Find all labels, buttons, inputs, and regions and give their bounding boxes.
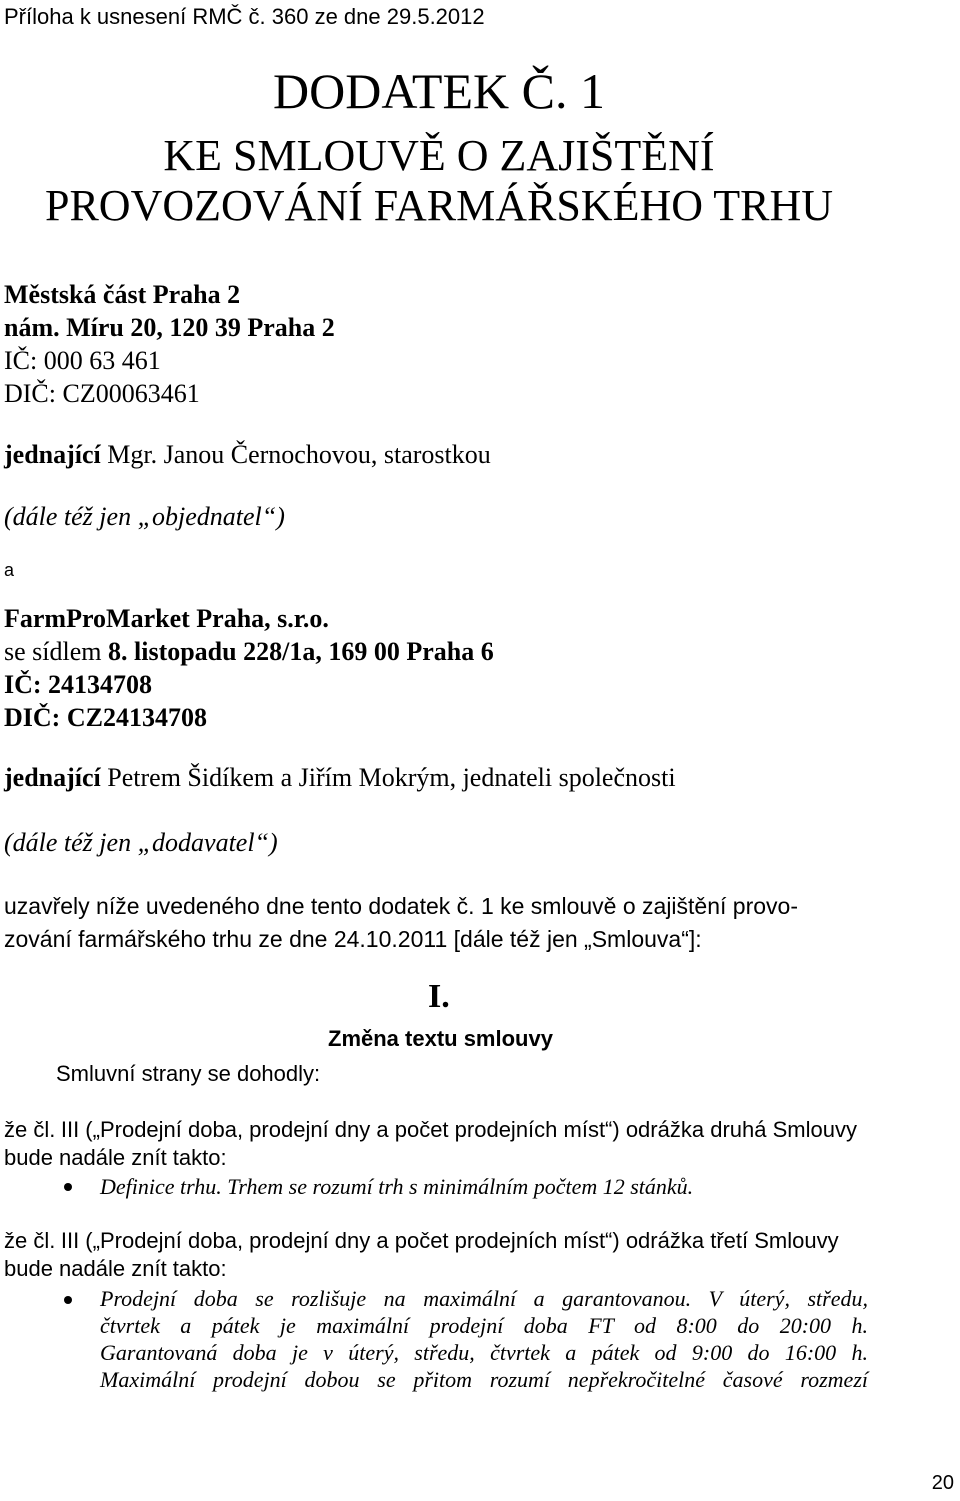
clause1-bullet-line1: Definice trhu. Trhem se rozumí trh s minimálním počtem 12 stánků. (100, 1174, 694, 1199)
party2-name: FarmProMarket Praha, s.r.o. (4, 604, 329, 633)
clause2-bullet-line3: Garantovaná doba je v úterý, středu, čtvrtek a pátek od 9:00 do 16:00 h. (100, 1340, 868, 1365)
party1-ic: IČ: 000 63 461 (4, 346, 161, 375)
section-agreed: Smluvní strany se dohodly: (56, 1061, 321, 1086)
party1-dic: DIČ: CZ00063461 (4, 379, 200, 408)
document-subtitle-line2: PROVOZOVÁNÍ FARMÁŘSKÉHO TRHU (44, 181, 833, 230)
party2-ic: IČ: 24134708 (4, 670, 153, 699)
party1-address: nám. Míru 20, 120 39 Praha 2 (4, 313, 335, 342)
conjunction: a (4, 560, 15, 580)
clause1-line2: bude nadále znít takto: (4, 1145, 227, 1170)
party1-name: Městská část Praha 2 (4, 280, 241, 309)
clause2-bullet-line1: Prodejní doba se rozlišuje na maximální a garantovanou. V úterý, středu, (100, 1286, 868, 1311)
document-subtitle-line1: KE SMLOUVĚ O ZAJIŠTĚNÍ (163, 131, 715, 180)
clause1-rest: III („Prodejní doba, prodejní dny a počet prodejních míst“) odrážka druhá Smlouvy (60, 1117, 857, 1142)
party2-alias: (dále též jen „dodavatel“) (4, 828, 278, 857)
party1-acting-value: Mgr. Janou Černochovou, starostkou (107, 440, 491, 469)
intro-line2: zování farmářského trhu ze dne 24.10.2011 [dále též jen „Smlouva“]: (4, 926, 702, 952)
party2-seat (4, 637, 494, 667)
section-heading: Změna textu smlouvy (328, 1026, 553, 1051)
clause2-line1 (4, 1228, 839, 1254)
bullet-icon (64, 1296, 72, 1304)
clause2-line2: bude nadále znít takto: (4, 1256, 227, 1281)
party2-acting-value: Petrem Šidíkem a Jiřím Mokrým, jednateli společnosti (107, 763, 676, 792)
clause1-line1 (4, 1117, 857, 1143)
party2-seat-value: 8. listopadu 228/1a, 169 00 Praha 6 (108, 637, 494, 666)
party1-acting-label: jednající (4, 440, 101, 469)
party2-dic: DIČ: CZ24134708 (4, 703, 207, 732)
party1-alias: (dále též jen „objednatel“) (4, 502, 285, 531)
clause2-rest: III („Prodejní doba, prodejní dny a počet prodejních míst“) odrážka třetí Smlouvy (60, 1228, 839, 1253)
header-note: Příloha k usnesení RMČ č. 360 ze dne 29.5.2012 (4, 4, 485, 29)
clause2-bullet-line2: čtvrtek a pátek je maximální prodejní doba FT od 8:00 do 20:00 h. (100, 1313, 868, 1338)
page-number: 20 (931, 1472, 954, 1494)
clause1-lead: že čl. (4, 1117, 56, 1142)
party2-acting (4, 763, 676, 793)
bullet-icon (64, 1183, 72, 1191)
clause2-lead: že čl. (4, 1228, 56, 1253)
party2-seat-label: se sídlem (4, 637, 102, 666)
party2-acting-label: jednající (4, 763, 101, 792)
clause2-bullet-line4: Maximální prodejní dobou se přitom rozumí nepřekročitelné časové rozmezí (100, 1367, 868, 1392)
document-title: DODATEK Č. 1 (273, 63, 605, 119)
party1-acting (4, 440, 491, 470)
intro-line1: uzavřely níže uvedeného dne tento dodatek č. 1 ke smlouvě o zajištění provo- (4, 893, 798, 919)
section-number: I. (428, 978, 450, 1015)
